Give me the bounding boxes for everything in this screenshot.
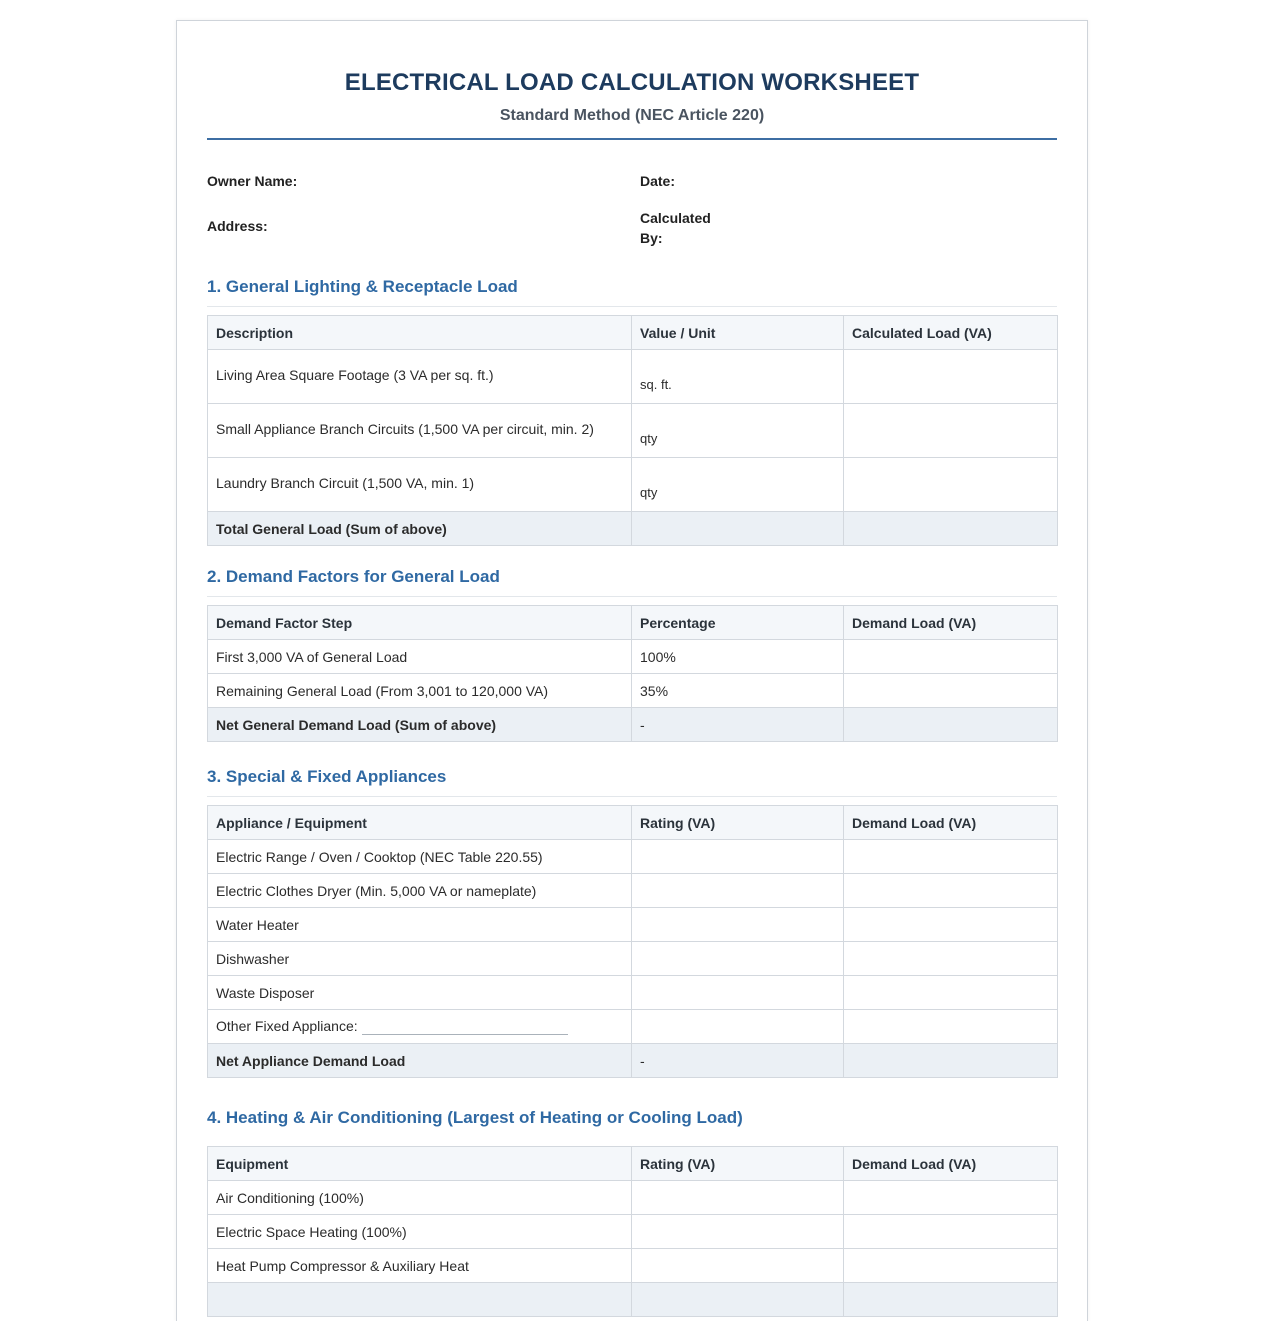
column-header: Demand Load (VA) <box>844 806 1058 840</box>
page-title: ELECTRICAL LOAD CALCULATION WORKSHEET <box>344 69 920 96</box>
column-header: Percentage <box>632 606 844 640</box>
column-header: Equipment <box>208 1147 632 1181</box>
fixed-appliances-table <box>207 805 1058 1078</box>
demand-factors-table <box>207 605 1058 742</box>
total-load-cell[interactable] <box>844 1044 1058 1078</box>
total-value-cell: - <box>632 1044 844 1078</box>
owner-name-label: Owner Name: <box>207 173 298 189</box>
column-header: Rating (VA) <box>632 806 844 840</box>
rating-input-cell[interactable] <box>632 1215 844 1249</box>
total-value-cell <box>632 1283 844 1317</box>
row-description: Electric Space Heating (100%) <box>208 1215 632 1249</box>
row-description: Heat Pump Compressor & Auxiliary Heat <box>208 1249 632 1283</box>
percentage-cell: 35% <box>632 674 844 708</box>
worksheet-page <box>176 20 1088 1321</box>
row-description: First 3,000 VA of General Load <box>208 640 632 674</box>
table-row <box>208 1181 1058 1215</box>
table-row <box>208 404 1058 458</box>
column-header: Rating (VA) <box>632 1147 844 1181</box>
table-header-row <box>208 316 1058 350</box>
rating-input-cell[interactable] <box>632 908 844 942</box>
general-lighting-table <box>207 315 1058 546</box>
total-value-cell: - <box>632 708 844 742</box>
table-row <box>208 350 1058 404</box>
load-input-cell[interactable] <box>844 674 1058 708</box>
column-header: Value / Unit <box>632 316 844 350</box>
row-description: Living Area Square Footage (3 VA per sq. ft.) <box>208 350 632 404</box>
row-description: Air Conditioning (100%) <box>208 1181 632 1215</box>
load-input-cell[interactable] <box>844 976 1058 1010</box>
rating-input-cell[interactable] <box>632 976 844 1010</box>
rating-input-cell[interactable] <box>632 1249 844 1283</box>
value-input-cell[interactable]: qty <box>632 404 844 458</box>
section-heading-heating-ac: 4. Heating & Air Conditioning (Largest of Heating or Cooling Load) <box>207 1108 743 1127</box>
info-block <box>207 140 1057 268</box>
page-subtitle: Standard Method (NEC Article 220) <box>499 107 765 124</box>
rating-input-cell[interactable] <box>632 1010 844 1044</box>
worksheet-content <box>207 21 1057 1274</box>
section-heading-fixed-appliances: 3. Special & Fixed Appliances <box>207 767 1057 797</box>
table-row <box>208 1010 1058 1044</box>
rating-input-cell[interactable] <box>632 874 844 908</box>
rating-input-cell[interactable] <box>632 1181 844 1215</box>
column-header: Appliance / Equipment <box>208 806 632 840</box>
row-description-other <box>208 1010 632 1044</box>
total-load-cell[interactable] <box>844 708 1058 742</box>
rating-input-cell[interactable] <box>632 840 844 874</box>
table-row <box>208 874 1058 908</box>
other-appliance-fill-line[interactable] <box>362 1020 568 1035</box>
total-row <box>208 1044 1058 1078</box>
total-row <box>208 708 1058 742</box>
table-row <box>208 840 1058 874</box>
total-label: Net Appliance Demand Load <box>208 1044 632 1078</box>
address-label: Address: <box>207 218 268 234</box>
table-header-row <box>208 806 1058 840</box>
value-input-cell[interactable]: qty <box>632 458 844 512</box>
column-header: Description <box>208 316 632 350</box>
load-input-cell[interactable] <box>844 404 1058 458</box>
row-description: Water Heater <box>208 908 632 942</box>
table-row <box>208 942 1058 976</box>
load-input-cell[interactable] <box>844 1215 1058 1249</box>
percentage-cell: 100% <box>632 640 844 674</box>
column-header: Demand Load (VA) <box>844 1147 1058 1181</box>
column-header: Demand Load (VA) <box>844 606 1058 640</box>
total-value-cell[interactable] <box>632 512 844 546</box>
table-row <box>208 458 1058 512</box>
table-row <box>208 908 1058 942</box>
table-row <box>208 674 1058 708</box>
total-load-cell[interactable] <box>844 512 1058 546</box>
row-description: Small Appliance Branch Circuits (1,500 VA per circuit, min. 2) <box>208 404 632 458</box>
total-label: Total General Load (Sum of above) <box>208 512 632 546</box>
column-header: Demand Factor Step <box>208 606 632 640</box>
row-description: Remaining General Load (From 3,001 to 120,000 VA) <box>208 674 632 708</box>
row-description: Other Fixed Appliance: <box>216 1018 358 1034</box>
total-row <box>208 1283 1058 1317</box>
row-description: Electric Range / Oven / Cooktop (NEC Table 220.55) <box>208 840 632 874</box>
load-input-cell[interactable] <box>844 1181 1058 1215</box>
load-input-cell[interactable] <box>844 942 1058 976</box>
table-row <box>208 1215 1058 1249</box>
load-input-cell[interactable] <box>844 840 1058 874</box>
section-heading-demand-factors: 2. Demand Factors for General Load <box>207 567 1057 597</box>
rating-input-cell[interactable] <box>632 942 844 976</box>
calculated-by-label: Calculated By: <box>640 210 711 246</box>
row-description: Waste Disposer <box>208 976 632 1010</box>
total-label <box>208 1283 632 1317</box>
load-input-cell[interactable] <box>844 1010 1058 1044</box>
column-header: Calculated Load (VA) <box>844 316 1058 350</box>
load-input-cell[interactable] <box>844 350 1058 404</box>
row-description: Laundry Branch Circuit (1,500 VA, min. 1) <box>208 458 632 512</box>
table-row <box>208 640 1058 674</box>
load-input-cell[interactable] <box>844 458 1058 512</box>
section-heading-general-lighting: 1. General Lighting & Receptacle Load <box>207 277 1057 307</box>
load-input-cell[interactable] <box>844 640 1058 674</box>
table-row <box>208 976 1058 1010</box>
row-description: Dishwasher <box>208 942 632 976</box>
load-input-cell[interactable] <box>844 908 1058 942</box>
total-load-cell[interactable] <box>844 1283 1058 1317</box>
load-input-cell[interactable] <box>844 1249 1058 1283</box>
table-row <box>208 1249 1058 1283</box>
table-header-row <box>208 606 1058 640</box>
heating-ac-table <box>207 1146 1058 1317</box>
row-description: Electric Clothes Dryer (Min. 5,000 VA or nameplate) <box>208 874 632 908</box>
load-input-cell[interactable] <box>844 874 1058 908</box>
total-row <box>208 512 1058 546</box>
value-input-cell[interactable]: sq. ft. <box>632 350 844 404</box>
total-label: Net General Demand Load (Sum of above) <box>208 708 632 742</box>
table-header-row <box>208 1147 1058 1181</box>
date-label: Date: <box>640 173 676 189</box>
